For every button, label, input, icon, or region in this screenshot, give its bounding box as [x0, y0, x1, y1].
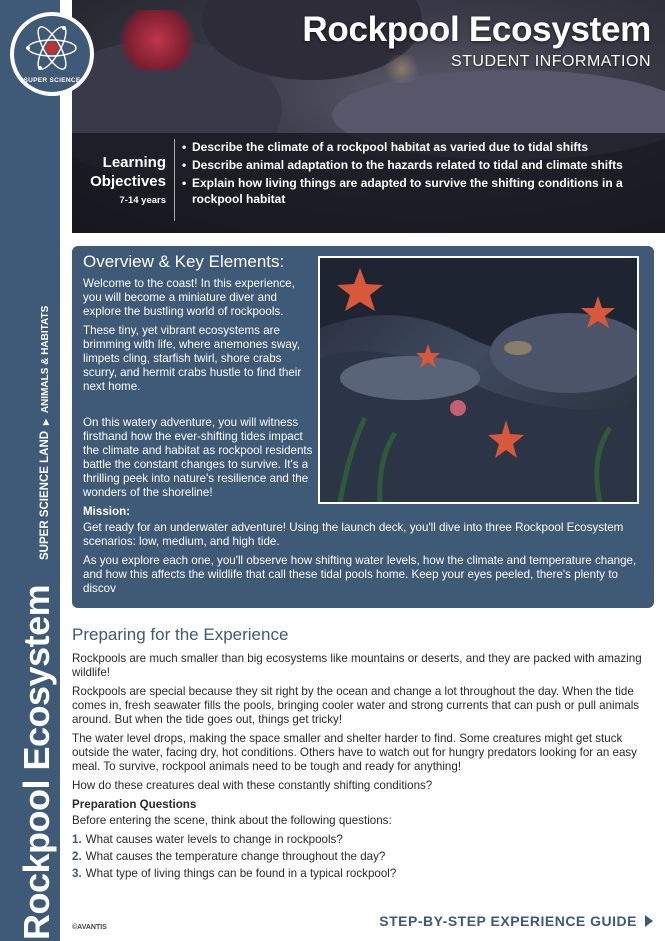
objective-item: • Describe animal adaptation to the hazards related to tidal and climate shifts — [182, 157, 652, 173]
question-item: 2. What causes the temperature change throughout the day? — [72, 850, 386, 863]
sidebar-title: Rockpool Ecosystem — [16, 584, 57, 940]
mission-paragraph: As you explore each one, you'll observe how shifting water levels, how the climate and temperature change, and how this affects the wildlife that call these tidal pools home. Keep your eyes peeled, there's plenty to discov — [83, 554, 637, 595]
preparing-section — [72, 625, 657, 884]
overview-panel — [72, 246, 654, 608]
questions-intro: Before entering the scene, think about the following questions: — [72, 814, 392, 827]
objectives-label-line1: Learning — [102, 154, 166, 171]
questions-title: Preparation Questions — [72, 798, 197, 811]
question-item: 3. What type of living things can be found in a typical rockpool? — [72, 867, 397, 880]
objectives-label-line2: Objectives — [90, 173, 166, 190]
chevron-right-icon: ▸ — [40, 419, 52, 425]
objective-item: • Explain how living things are adapted to survive the shifting conditions in a rockpool habitat — [182, 175, 652, 207]
objectives-list — [182, 139, 652, 209]
overview-mission — [83, 416, 643, 601]
overview-paragraph: These tiny, yet vibrant ecosystems are brimming with life, where anemones sway, limpets cling, starfish twirl, shore crabs scurry, and hermit crabs hustle to find their next home. — [83, 324, 302, 393]
preparing-title: Preparing for the Experience — [72, 625, 289, 644]
mission-title: Mission: — [83, 505, 131, 518]
questions-list — [72, 833, 657, 881]
overview-intro — [83, 277, 315, 399]
logo-text: SUPER SCIENCE — [23, 77, 81, 84]
sidebar — [0, 0, 60, 941]
step-by-step-guide-link[interactable] — [379, 913, 653, 929]
overview-paragraph: Welcome to the coast! In this experience, you will become a miniature diver and explore the bustling world of rockpools. — [83, 277, 295, 318]
sidebar-meta — [38, 306, 52, 560]
preparing-paragraph: The water level drops, making the space smaller and shelter harder to find. Some creatures might get stuck outside the water, facing dry, hot conditions. Others have to watch out for hungry predators looking for an easy meal. To survive, rockpool animals need to be tough and ready for anything! — [72, 732, 637, 773]
objective-item: • Describe the climate of a rockpool habitat as varied due to tidal shifts — [182, 139, 652, 155]
objectives-label — [80, 153, 166, 206]
overview-paragraph: On this watery adventure, you will witness firsthand how the ever-shifting tides impact the climate and habitat as rockpool residents battle the constant changes to survive. It's a thrilling peek into nature's resilience and the wonders of the shoreline! — [83, 416, 313, 499]
super-science-logo — [10, 12, 94, 96]
page-subtitle: STUDENT INFORMATION — [450, 53, 651, 70]
sidebar-category: ANIMALS & HABITATS — [39, 305, 51, 414]
guide-link-label: STEP-BY-STEP EXPERIENCE GUIDE — [379, 913, 637, 929]
sidebar-brand: SUPER SCIENCE LAND — [39, 430, 51, 560]
copyright: ©AVANTIS — [72, 924, 107, 931]
learning-objectives — [72, 133, 665, 233]
mission-paragraph: Get ready for an underwater adventure! Using the launch deck, you'll dive into three Rockpool Ecosystem scenarios: low, medium, and high tide. — [83, 521, 624, 548]
overview-title: Overview & Key Elements: — [83, 252, 285, 271]
preparing-paragraph: Rockpools are much smaller than big ecosystems like mountains or deserts, and they are packed with amazing wildlife! — [72, 652, 642, 679]
sidebar-title-wrap — [16, 584, 72, 940]
objectives-ages: 7-14 years — [119, 195, 166, 206]
preparing-paragraph: Rockpools are special because they sit right by the ocean and change a lot throughout the day. When the tide comes in, fresh seawater fills the pools, bringing cooler water and strong currents that can push or pull animals around. But when the tide goes out, things get tricky! — [72, 685, 640, 726]
play-arrow-icon — [645, 915, 653, 927]
page-title: Rockpool Ecosystem — [302, 10, 651, 49]
question-item: 1. What causes water levels to change in rockpools? — [72, 833, 343, 846]
preparing-paragraph: How do these creatures deal with these constantly shifting conditions? — [72, 779, 433, 792]
objectives-divider — [174, 139, 175, 221]
